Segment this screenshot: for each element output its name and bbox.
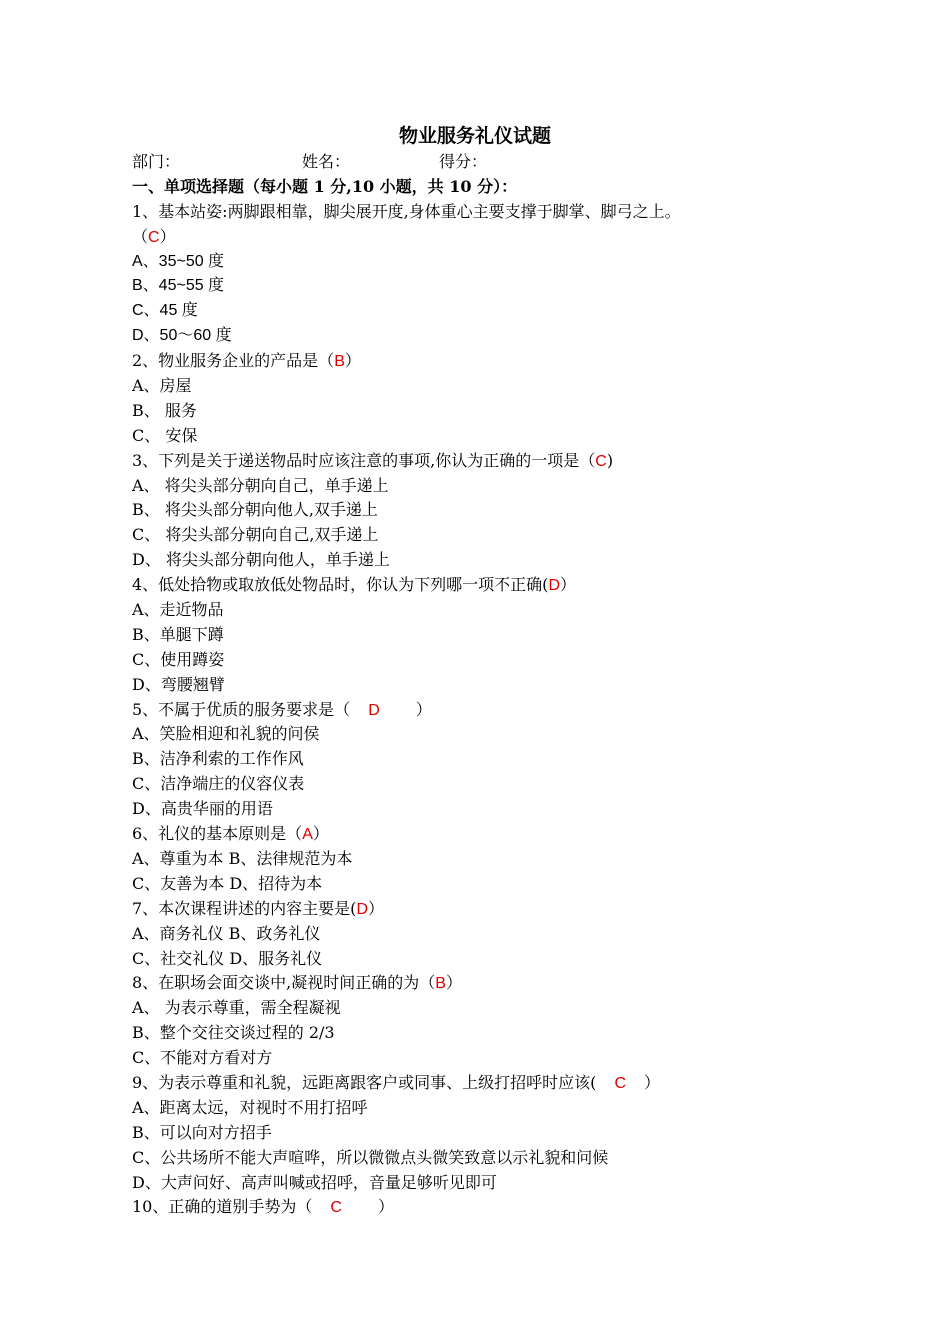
question-text: 3、下列是关于递送物品时应该注意的事项,你认为正确的一项是（ — [132, 450, 596, 470]
option: A、走近物品 — [132, 600, 224, 620]
option: B、单腿下蹲 — [132, 624, 224, 644]
paren-close: ） — [445, 973, 462, 993]
exam-content — [132, 150, 832, 1220]
paren-close: ） — [159, 226, 176, 246]
paren-close: ） — [344, 351, 361, 371]
answer-mark: D — [548, 577, 560, 595]
option: A、 将尖头部分朝向自己，单手递上 — [132, 475, 389, 495]
paren-close: ） — [560, 575, 577, 595]
option: B、45~55 度 — [132, 277, 225, 295]
option: D、 将尖头部分朝向他人，单手递上 — [132, 550, 390, 570]
answer-mark: B — [435, 975, 446, 993]
option: B、 服务 — [132, 400, 197, 420]
option: A、距离太远，对视时不用打招呼 — [132, 1097, 368, 1117]
paren-open: （ — [132, 226, 149, 246]
question-8 — [132, 971, 832, 996]
answer-mark: D — [368, 701, 380, 719]
question-text: 10、正确的道别手势为（ — [132, 1197, 313, 1217]
answer-mark: C — [330, 1199, 342, 1217]
page-title: 物业服务礼仪试题 — [398, 125, 551, 147]
question-text: 7、本次课程讲述的内容主要是( — [132, 898, 357, 918]
question-6 — [132, 822, 832, 847]
answer-mark: C — [148, 228, 160, 246]
option: A、 为表示尊重，需全程凝视 — [132, 998, 341, 1018]
option: B、洁净利索的工作作风 — [132, 749, 304, 769]
option: C、社交礼仪 D、服务礼仪 — [132, 948, 323, 968]
option: C、公共场所不能大声喧哗，所以微微点头微笑致意以示礼貌和问候 — [132, 1147, 609, 1167]
question-text: 2、物业服务企业的产品是（ — [132, 351, 335, 371]
question-4 — [132, 573, 832, 598]
option: D、高贵华丽的用语 — [132, 799, 273, 819]
name-label: 姓名： — [302, 152, 351, 171]
question-10 — [132, 1195, 832, 1220]
option: B、可以向对方招手 — [132, 1122, 272, 1142]
paren-close: ） — [377, 1197, 394, 1217]
paren-close: ） — [644, 1072, 661, 1092]
option: D、50～60 度 — [132, 327, 232, 345]
option: A、房屋 — [132, 376, 192, 396]
question-1-answer-line — [132, 225, 832, 250]
question-text: 5、不属于优质的服务要求是（ — [132, 699, 351, 719]
question-5 — [132, 698, 832, 723]
question-text: 6、礼仪的基本原则是（ — [132, 824, 303, 844]
option: A、35~50 度 — [132, 252, 225, 270]
info-row — [132, 150, 832, 175]
option: D、弯腰翘臂 — [132, 674, 225, 694]
paren-close: ） — [415, 699, 432, 719]
option: C、不能对方看对方 — [132, 1048, 273, 1068]
answer-mark: A — [302, 826, 313, 844]
option: B、 将尖头部分朝向他人,双手递上 — [132, 500, 378, 520]
option: C、友善为本 D、招待为本 — [132, 873, 323, 893]
question-1-text: 1、基本站姿:两脚跟相靠，脚尖展开度,身体重心主要支撑于脚掌、脚弓之上。 — [132, 201, 681, 221]
option: A、尊重为本 B、法律规范为本 — [132, 848, 353, 868]
question-text: 9、为表示尊重和礼貌，远距离跟客户或同事、上级打招呼时应该( — [132, 1072, 597, 1092]
score-label: 得分： — [439, 152, 488, 171]
question-3 — [132, 449, 832, 474]
option: D、大声问好、高声叫喊或招呼，音量足够听见即可 — [132, 1172, 497, 1192]
paren-close: ） — [368, 898, 385, 918]
question-2 — [132, 349, 832, 374]
option: C、洁净端庄的仪容仪表 — [132, 774, 305, 794]
answer-mark: D — [356, 900, 368, 918]
answer-mark: B — [334, 353, 345, 371]
paren-close: ） — [312, 824, 329, 844]
question-text: 8、在职场会面交谈中,凝视时间正确的为（ — [132, 973, 436, 993]
answer-mark: C — [614, 1074, 626, 1092]
section-heading: 一、单项选择题（每小题 1 分,10 小题，共 10 分）： — [132, 176, 518, 196]
option: B、整个交往交谈过程的 2/3 — [132, 1023, 335, 1043]
option: C、 将尖头部分朝向自己,双手递上 — [132, 525, 379, 545]
question-9 — [132, 1071, 832, 1096]
question-text: 4、低处拾物或取放低处物品时，你认为下列哪一项不正确( — [132, 575, 549, 595]
option: C、45 度 — [132, 302, 198, 320]
option: A、商务礼仪 B、政务礼仪 — [132, 923, 321, 943]
question-7 — [132, 897, 832, 922]
option: A、笑脸相迎和礼貌的问侯 — [132, 724, 320, 744]
option: C、 安保 — [132, 425, 198, 445]
answer-mark: C — [595, 452, 607, 470]
paren-close: ) — [606, 450, 614, 470]
option: C、使用蹲姿 — [132, 649, 225, 669]
dept-label: 部门： — [132, 152, 181, 171]
